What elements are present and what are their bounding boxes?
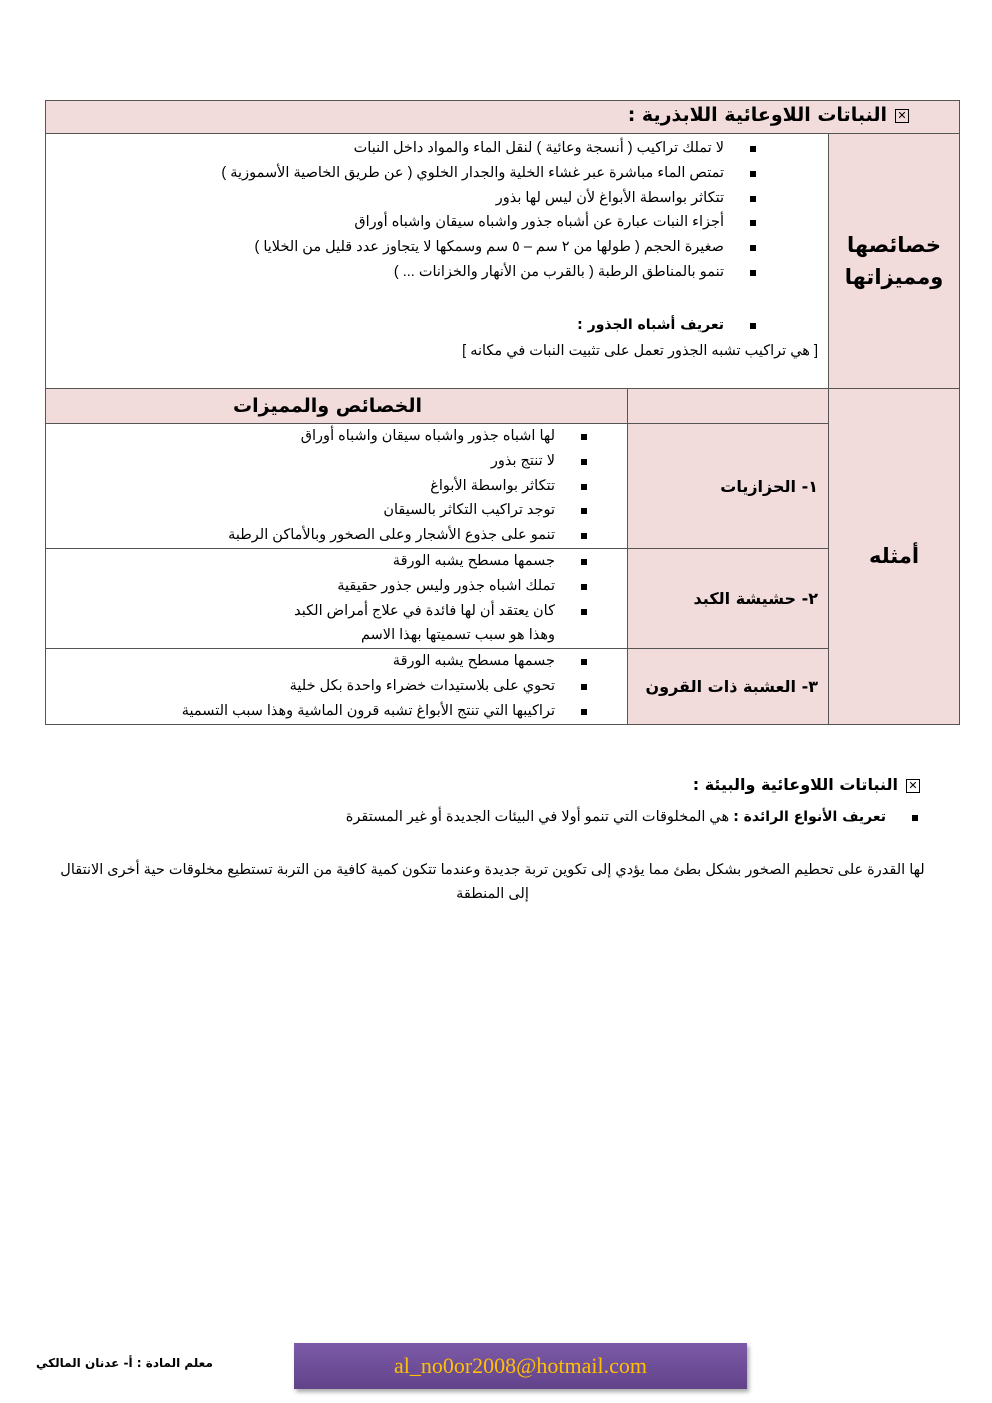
example-name: ٣- العشبة ذات القرون (627, 648, 829, 725)
email-link[interactable]: al_no0or2008@hotmail.com (294, 1343, 747, 1389)
list-item: أجزاء النبات عبارة عن أشباه جذور واشباه سيقان واشباه أوراق (46, 210, 758, 235)
characteristics-cell (45, 133, 829, 389)
list-item: لها اشباه جذور واشباه سيقان واشباه أوراق (46, 424, 589, 449)
list-item: تتكاثر بواسطة الأبواغ (46, 474, 589, 499)
list-item: توجد تراكيب التكاثر بالسيقان (46, 498, 589, 523)
characteristics-list (46, 136, 758, 338)
list-item: تمتص الماء مباشرة عبر غشاء الخلية والجدار الخلوي ( عن طريق الخاصية الأسموزية ) (46, 161, 758, 186)
examples-column-header: الخصائص والمميزات (45, 388, 628, 424)
list-item: تنمو على جذوع الأشجار وعلى الصخور وبالأماكن الرطبة (46, 523, 589, 548)
section2-title: النباتات اللاوعائية والبيئة : (692, 775, 898, 794)
label-line: خصائصها (846, 233, 942, 257)
list-item: تراكيبها التي تنتج الأبواغ تشبه قرون الماشية وهذا سبب التسمية (46, 699, 589, 724)
list-item: تحوي على بلاستيدات خضراء واحدة بكل خلية (46, 674, 589, 699)
list-item (346, 805, 920, 830)
definition-label: تعريف الأنواع الرائدة : (733, 809, 886, 825)
list-item: جسمها مسطح يشبه الورقة (46, 549, 589, 574)
example-name: ٢- حشيشة الكبد (627, 548, 829, 649)
examples-label: أمثله (828, 388, 960, 725)
teacher-name: معلم المادة : أ- عدنان المالكي (36, 1356, 213, 1370)
example-list (46, 549, 589, 623)
list-item: تملك اشباه جذور وليس جذور حقيقية (46, 574, 589, 599)
definition-text: هي المخلوقات التي تنمو أولا في البيئات الجديدة أو غير المستقرة (345, 809, 730, 825)
example-list (46, 649, 589, 723)
list-item: تتكاثر بواسطة الأبواغ لأن ليس لها بذور (46, 186, 758, 211)
list-item: جسمها مسطح يشبه الورقة (46, 649, 589, 674)
characteristics-label (828, 133, 960, 389)
checkbox-icon: ✕ (895, 109, 909, 123)
list-item: كان يعتقد أن لها فائدة في علاج أمراض الكبد (46, 599, 589, 624)
section2-list (346, 805, 920, 830)
section2-paragraph: لها القدرة على تحطيم الصخور بشكل بطئ مما يؤدي إلى تكوين تربة جديدة وعندما تتكون كمية كافية من التربة تستطيع مخلوقات حية أخرى الانتقال إلى المنطقة (60, 862, 925, 902)
checkbox-icon: ✕ (906, 779, 920, 793)
section2-header (693, 775, 920, 794)
example-name: ١- الحزازيات (627, 423, 829, 549)
continuation-text: وهذا هو سبب تسميتها بهذا الاسم (361, 627, 555, 644)
label-line: ومميزاتها (844, 265, 944, 289)
section1-title: النباتات اللاوعائية اللابذرية : (627, 104, 887, 126)
example-list (46, 424, 589, 548)
list-item: لا تملك تراكيب ( أنسجة وعائية ) لنقل الماء والمواد داخل النبات (46, 136, 758, 161)
example-cell (45, 423, 628, 549)
list-item: تنمو بالمناطق الرطبة ( بالقرب من الأنهار والخزانات ... ) (46, 260, 758, 285)
examples-name-header (627, 388, 829, 424)
example-cell (45, 648, 628, 725)
definition-title: تعريف أشباه الجذور : (46, 313, 758, 338)
list-item: صغيرة الحجم ( طولها من ٢ سم – ٥ سم وسمكها لا يتجاوز عدد قليل من الخلايا ) (46, 235, 758, 260)
list-item: لا تنتج بذور (46, 449, 589, 474)
definition-text: [ هي تراكيب تشبه الجذور تعمل على تثبيت النبات في مكانه ] (462, 342, 818, 359)
example-cell (45, 548, 628, 649)
section1-header (45, 100, 960, 134)
